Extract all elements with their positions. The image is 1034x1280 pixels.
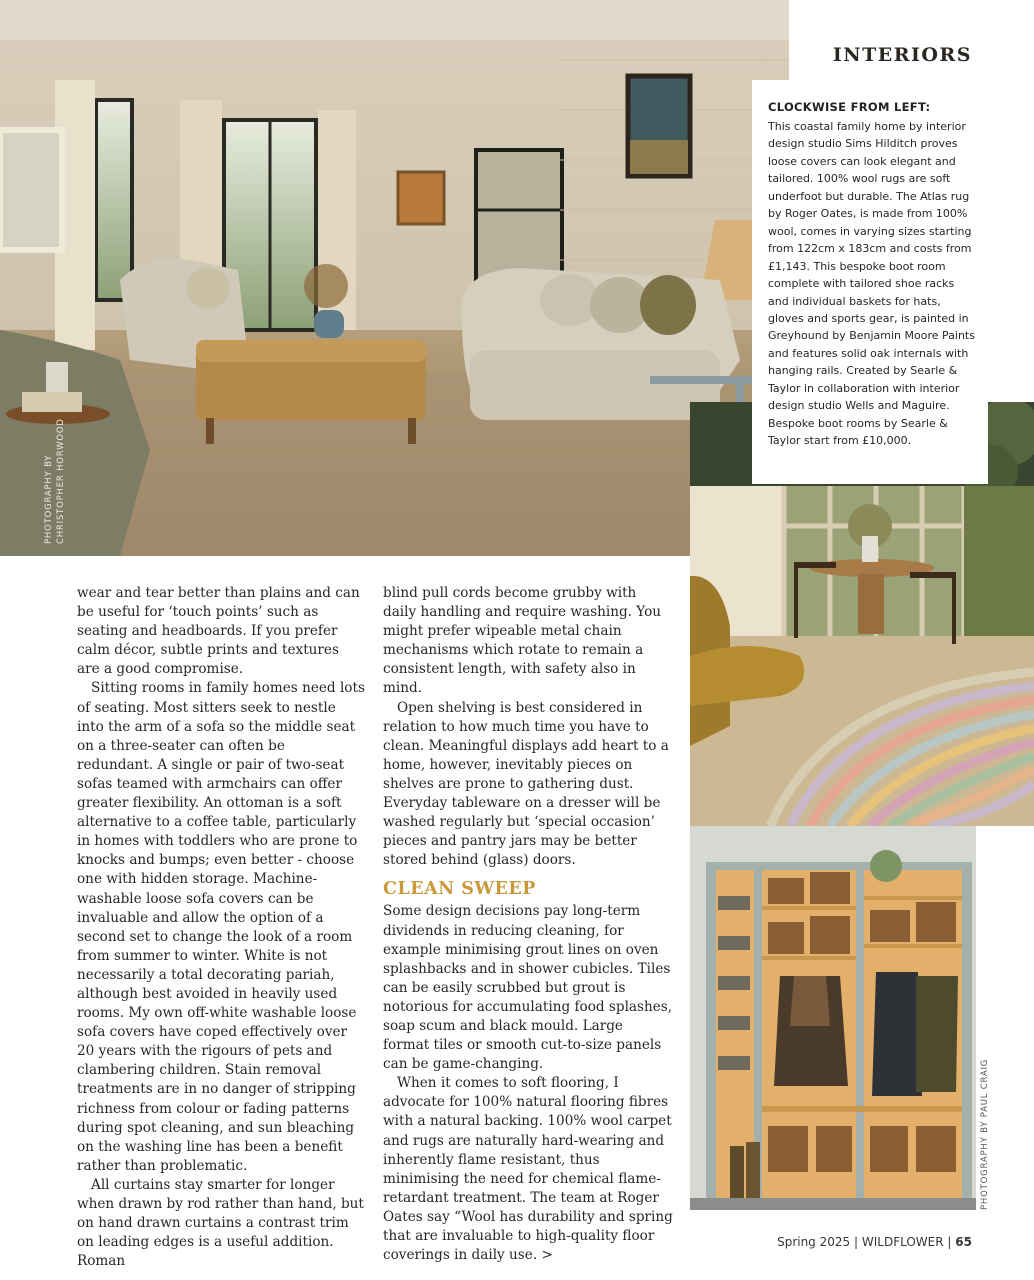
photo-credit-boot-room: PHOTOGRAPHY BY PAUL CRAIG [980,1058,990,1210]
dining-room-photo [690,486,1034,826]
subheading: CLEAN SWEEP [383,879,536,900]
paragraph: Some design decisions pay long-term dividends in reducing cleaning, for example minimising grout lines on oven splashbacks and in shower cubicles. Tiles can be easily scrubbed but grout is notorious for accumulating food splashes, soap scum and black mould. Large format tiles or smooth cut-to-size panels can be game-changing. [383,903,673,1073]
paragraph: wear and tear better than plains and can be useful for ‘touch points’ such as seating and headboards. If you prefer calm décor, subtle prints and textures are a good compromise. [77,585,360,678]
photo-credit-living-line2: CHRISTOPHER HORWOOD [56,418,66,544]
paragraph: blind pull cords become grubby with daily handling and require washing. You might prefer wipeable metal chain mechanisms which rotate to remain a consistent length, with safety also in mind. [383,585,662,697]
section-label: INTERIORS [832,44,972,66]
paragraph: Sitting rooms in family homes need lots of seating. Most sitters seek to nestle into the arm of a sofa so the middle seat on a three-seater can often be redundant. A single or pair of two-seat sofas teamed with armchairs can offer greater flexibility. An ottoman is a soft alternative to a coffee table, particularly in homes with toddlers who are prone to knocks and bumps; even better - choose one with hidden storage. Machine-washable loose sofa covers can be invaluable and allow the option of a second set to change the look of a room from summer to winter. White is not necessarily a total decorating pariah, although best avoided in heavily used rooms. My own off-white washable loose sofa covers have coped effectively over 20 years with the rigours of pets and clambering children. Stain removal treatments are in no danger of stripping richness from colour or fading patterns during spot cleaning, and sun bleaching on the washing line has been a benefit rather than problematic. [77,680,365,1174]
boot-room-photo [690,826,976,1210]
body-column-1 [77,584,365,1271]
caption-body: This coastal family home by interior design studio Sims Hilditch proves loose covers can look elegant and tailored. 100% wool rugs are soft underfoot but durable. The Atlas rug by Roger Oates, is made from 100% wool, comes in varying sizes starting from 122cm x 183cm and costs from £1,143. This bespoke boot room complete with tailored shoe racks and individual baskets for hats, gloves and sports gear, is painted in Greyhound by Benjamin Moore Paints and features solid oak internals with hanging rails. Created by Searle & Taylor in collaboration with interior design studio Wells and Maguire. Bespoke boot rooms by Searle & Taylor start from £10,000. [768,120,975,448]
issue-label: Spring 2025 [777,1235,851,1249]
page-footer [740,1235,972,1249]
paragraph: All curtains stay smarter for longer when drawn by rod rather than hand, but on hand drawn curtains a contrast trim on leading edges is a useful addition. Roman [77,1176,364,1270]
footer-separator: | [947,1235,952,1249]
body-column-2 [383,584,673,1265]
magazine-name: WILDFLOWER [861,1235,944,1249]
caption-heading: CLOCKWISE FROM LEFT: [768,100,931,114]
paragraph: When it comes to soft flooring, I advocate for 100% natural flooring fibres with a natural backing. 100% wool carpet and rugs are naturally hard-wearing and inherently flame resistant, thus minimising the need for chemical flame-retardant treatment. The team at Roger Oates say “Wool has durability and spring that are invaluable to high-quality floor coverings in daily use. > [383,1075,673,1264]
photo-credit-living-line1: PHOTOGRAPHY BY [44,454,54,544]
paragraph: Open shelving is best considered in relation to how much time you have to clean. Meaningful displays add heart to a home, however, inevitably pieces on shelves are prone to gathering dust. Everyday tableware on a dresser will be washed regularly but ‘special occasion’ pieces and pantry jars may be better stored behind (glass) doors. [383,699,669,869]
page-number: 65 [955,1235,972,1249]
living-room-photo [0,0,789,556]
footer-separator: | [853,1235,859,1249]
